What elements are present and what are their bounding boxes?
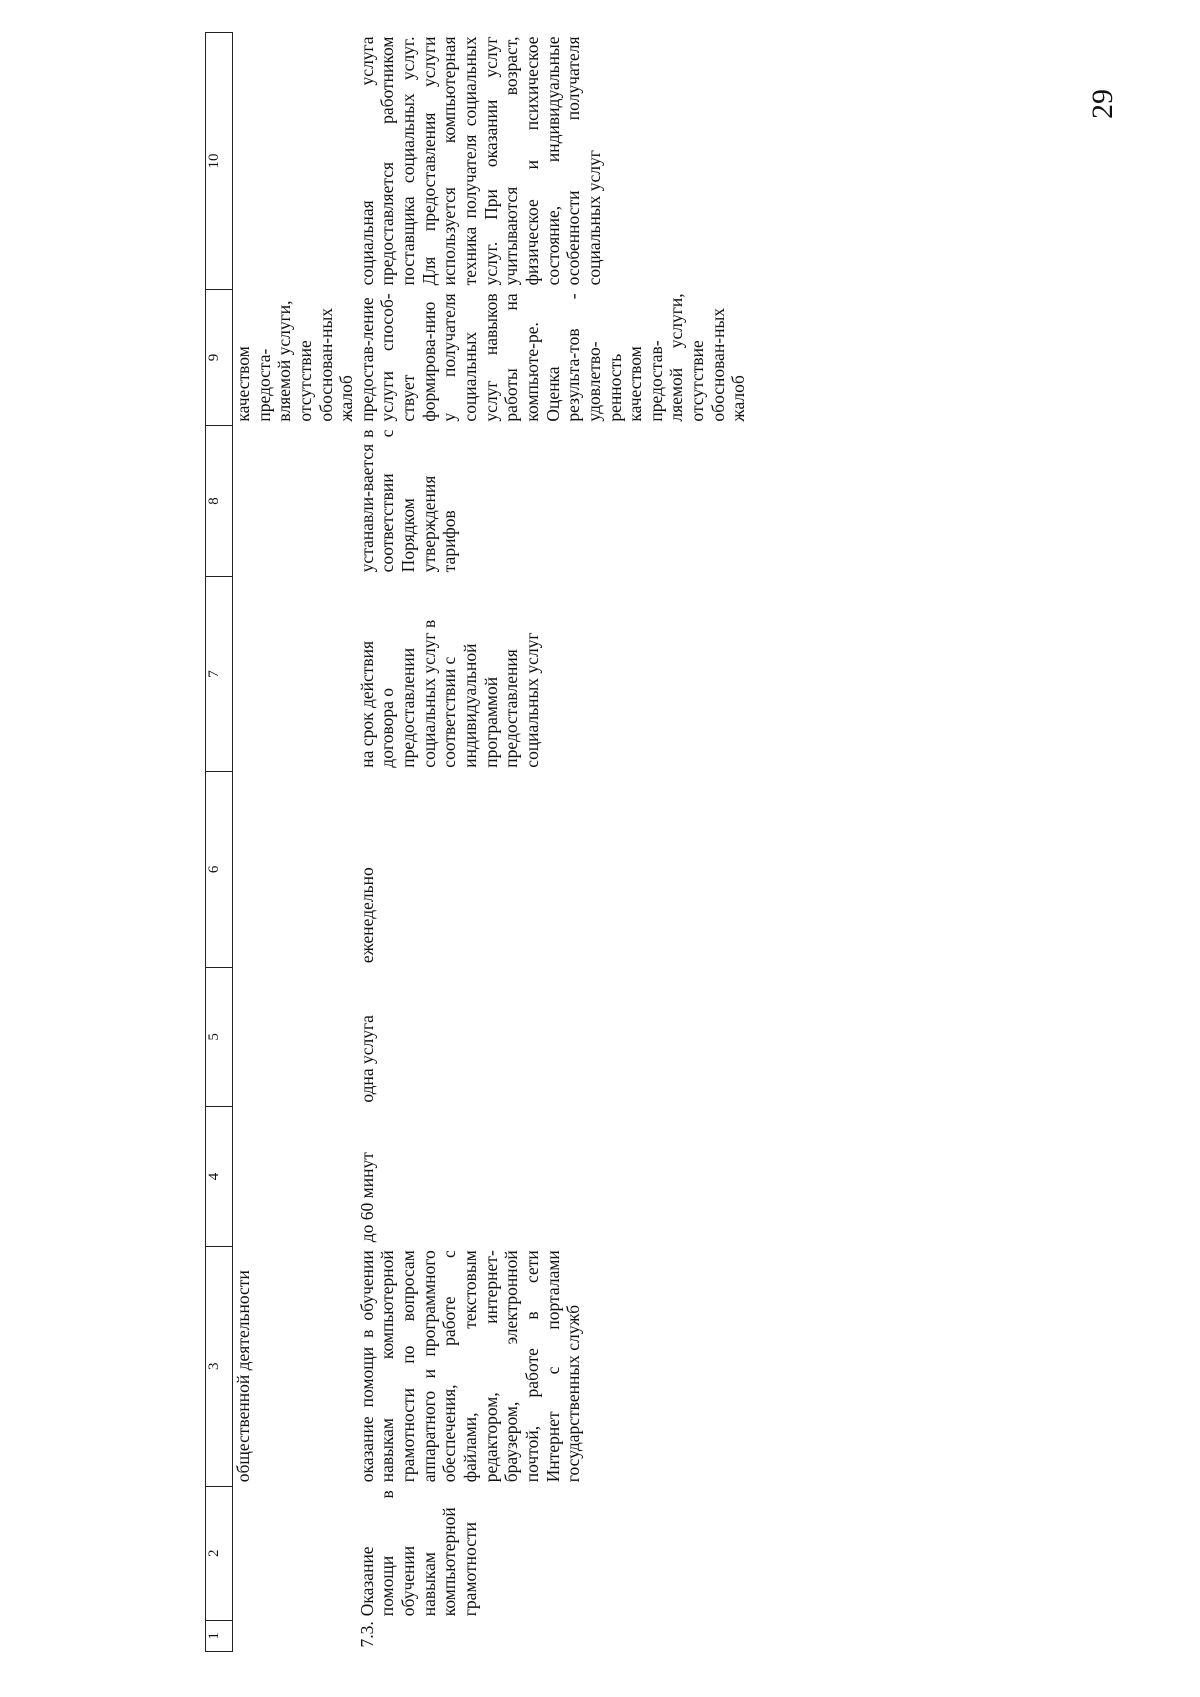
page-number: 29	[1086, 89, 1119, 119]
cell-term: на срок действия договора о предоставлении социальных услуг в соответствии с индивидуальной программой предоставления социальных услуг	[356, 619, 542, 768]
cell-description-continued: общественной деятельности	[233, 1270, 253, 1483]
column-header: 5	[206, 967, 233, 1107]
column-header: 7	[206, 576, 233, 771]
column-header: 3	[206, 1246, 233, 1486]
cell-duration: до 60 минут	[356, 1152, 377, 1243]
column-header: 9	[206, 289, 233, 425]
cell-description: оказание помощи в обучении навыкам компьютерной грамотности по вопросам аппаратного и программного обеспечения, работе с файлами, текстовым редактором, интернет-браузером, электронной почтой, работе в сети Интернет с порталами государственных служб	[356, 1250, 584, 1483]
column-header: 10	[206, 33, 233, 290]
cell-service-name: Оказание помощи в обучении навыкам компьютерной грамотности	[356, 1490, 481, 1617]
column-header: 4	[206, 1107, 233, 1247]
services-table	[205, 32, 749, 1652]
column-header: 8	[206, 426, 233, 577]
column-header: 6	[206, 772, 233, 967]
column-header: 2	[206, 1486, 233, 1620]
table-row-7-3	[357, 33, 749, 1652]
cell-unit: одна услуга	[356, 1015, 377, 1103]
cell-frequency: еженедельно	[356, 867, 377, 964]
cell-tariff: устанавли-вается в соответствии с Порядком утверждения тарифов	[356, 429, 460, 573]
cell-quality: предостав-ление услуги способ-ствует формирова-нию у получателя социальных услуг навыков работы на компьюте-ре. Оценка результа-тов - удовлетво-ренность качеством предостав-ляемой услуги, отсутствие обоснован-ных жалоб	[356, 293, 749, 422]
cell-conditions: социальная услуга предоставляется работником поставщика социальных услуг. Для предоставления услуги используется компьютерная техника получателя социальных услуг. При оказании услуг учитываются возраст, физическое и психическое состояние, индивидуальные особенности получателя социальных услуг	[356, 36, 604, 286]
cell-quality-continued: качеством предоста-вляемой услуги, отсутствие обоснован-ных жалоб	[233, 300, 357, 422]
column-number-header	[206, 33, 233, 1652]
cell-number: 7.3.	[356, 1621, 377, 1648]
column-header: 1	[206, 1620, 233, 1651]
table-row-continuation	[233, 33, 357, 1652]
